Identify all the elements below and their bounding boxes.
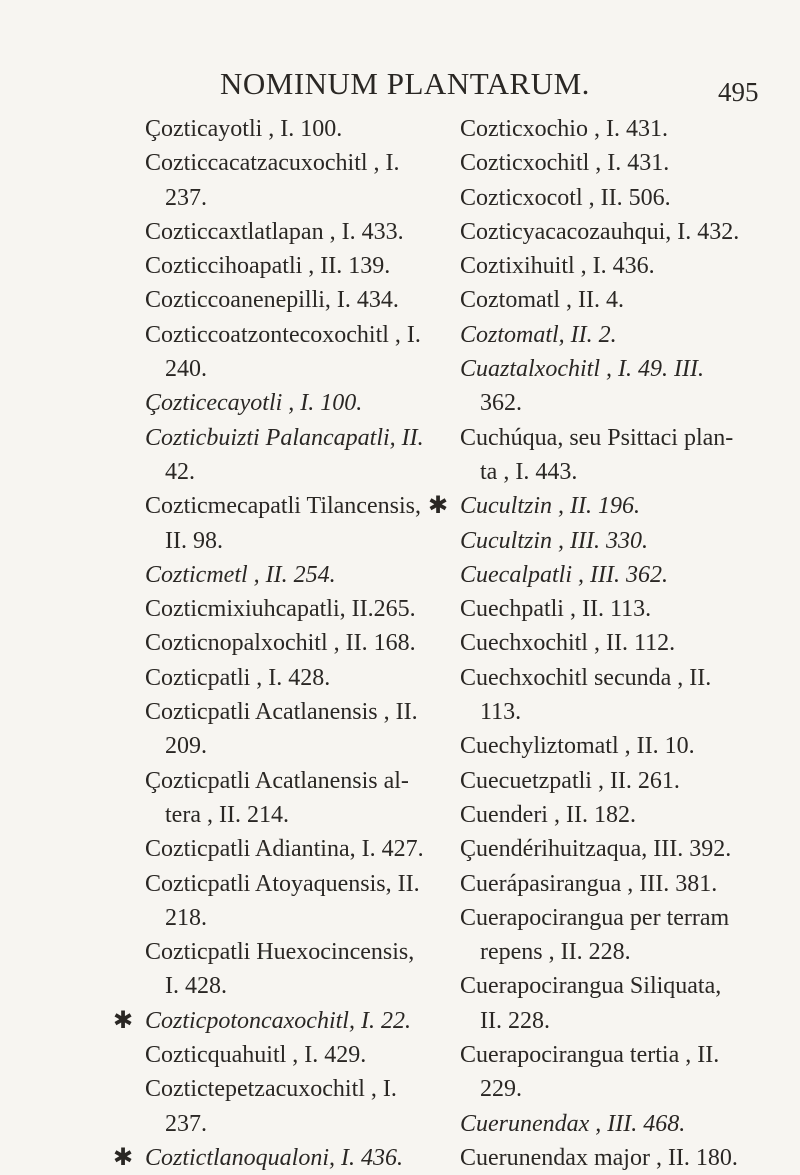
entry-text: I. 428. bbox=[165, 973, 227, 1000]
index-entry-continuation bbox=[460, 695, 800, 729]
index-entry bbox=[145, 592, 505, 626]
entry-text: Cozticcoatzontecoxochitl , I. bbox=[145, 321, 421, 348]
index-entry-continuation bbox=[145, 969, 505, 1003]
entry-text: repens , II. 228. bbox=[480, 939, 631, 966]
index-entry bbox=[113, 1141, 505, 1175]
index-entry bbox=[460, 318, 800, 352]
entry-text: Cozticcihoapatli , II. 139. bbox=[145, 253, 391, 280]
entry-text: Cozticpatli , I. 428. bbox=[145, 664, 331, 691]
page-header bbox=[0, 66, 800, 106]
index-entry-continuation bbox=[460, 386, 800, 420]
entry-text: Cozticmixiuhcapatli, II.265. bbox=[145, 596, 416, 623]
entry-text: Cozticpatli Huexocincensis, bbox=[145, 939, 415, 966]
index-entry bbox=[460, 181, 800, 215]
entry-text: Cuerapocirangua Siliquata, bbox=[460, 973, 722, 1000]
entry-text: Cozticxocotl , II. 506. bbox=[460, 184, 671, 211]
entry-text: II. 228. bbox=[480, 1007, 550, 1034]
entry-text: 240. bbox=[165, 356, 207, 383]
index-entry bbox=[460, 146, 800, 180]
index-entry-continuation bbox=[460, 935, 800, 969]
entry-text: 209. bbox=[165, 733, 207, 760]
index-entry bbox=[145, 661, 505, 695]
running-title: NOMINUM PLANTARUM. bbox=[220, 66, 590, 101]
index-entry-continuation bbox=[460, 1072, 800, 1106]
index-entry bbox=[145, 318, 505, 352]
entry-text: Çozticayotli , I. 100. bbox=[145, 116, 343, 142]
entry-text: 113. bbox=[480, 699, 522, 726]
entry-text: Cuechxochitl , II. 112. bbox=[460, 630, 676, 657]
index-entry bbox=[145, 489, 505, 523]
entry-text: Coztomatl , II. 4. bbox=[460, 287, 624, 314]
entry-text: Coztictepetzacuxochitl , I. bbox=[145, 1076, 397, 1103]
index-entry bbox=[145, 249, 505, 283]
entry-text: Cozticquahuitl , I. 429. bbox=[145, 1042, 367, 1069]
entry-text: Cuechpatli , II. 113. bbox=[460, 596, 652, 623]
entry-text: 218. bbox=[165, 904, 207, 931]
index-entry-continuation bbox=[460, 1004, 800, 1038]
entry-text: Cozticyacacozauhqui, I. 432. bbox=[460, 218, 740, 245]
entry-text: Cozticcaxtlatlapan , I. 433. bbox=[145, 218, 404, 245]
index-entry bbox=[460, 1107, 800, 1141]
index-entry bbox=[460, 901, 800, 935]
entry-text: Cuerunendax major , II. 180. bbox=[460, 1144, 738, 1171]
asterisk-icon: ✱ bbox=[113, 1007, 134, 1034]
index-entry bbox=[460, 867, 800, 901]
entry-text: Cozticcoanenepilli, I. 434. bbox=[145, 287, 399, 314]
index-entry bbox=[145, 1038, 505, 1072]
index-entry-continuation bbox=[145, 524, 505, 558]
index-entry-continuation bbox=[145, 798, 505, 832]
entry-text: 237. bbox=[165, 184, 207, 211]
index-entry bbox=[460, 592, 800, 626]
entry-text: Çuendérihuitzaqua, III. 392. bbox=[460, 836, 732, 863]
index-entry bbox=[460, 283, 800, 317]
index-entry bbox=[460, 524, 800, 558]
entry-text: Cuenderi , II. 182. bbox=[460, 801, 636, 828]
index-entry bbox=[113, 1004, 505, 1038]
entry-text: 362. bbox=[480, 390, 522, 417]
index-entry bbox=[460, 729, 800, 763]
asterisk-icon: ✱ bbox=[428, 493, 449, 520]
index-entry bbox=[460, 558, 800, 592]
index-entry bbox=[145, 764, 505, 798]
index-entry bbox=[145, 626, 505, 660]
entry-text: Coztomatl, II. 2. bbox=[460, 321, 617, 348]
entry-text: 42. bbox=[165, 458, 195, 485]
index-entry bbox=[460, 626, 800, 660]
entry-text: Cuecuetzpatli , II. 261. bbox=[460, 767, 680, 794]
entry-text: Cucultzin , III. 330. bbox=[460, 527, 648, 554]
entry-text: Cozticpotoncaxochitl, I. 22. bbox=[145, 1007, 411, 1034]
index-entry bbox=[145, 558, 505, 592]
index-entry bbox=[460, 215, 800, 249]
entry-text: Cuechyliztomatl , II. 10. bbox=[460, 733, 695, 760]
entry-text: Cuchúqua, seu Psittaci plan- bbox=[460, 424, 734, 451]
index-entry bbox=[145, 935, 505, 969]
left-column bbox=[113, 112, 505, 1175]
index-entry bbox=[145, 695, 505, 729]
index-entry bbox=[460, 798, 800, 832]
index-entry bbox=[460, 249, 800, 283]
entry-text: 229. bbox=[480, 1076, 522, 1103]
entry-text: Cozticxochio , I. 431. bbox=[460, 116, 668, 142]
entry-text: Cozticpatli Acatlanensis , II. bbox=[145, 699, 418, 726]
entry-text: 237. bbox=[165, 1110, 207, 1137]
entry-text: ta , I. 443. bbox=[480, 458, 578, 485]
entry-text: Cozticxochitl , I. 431. bbox=[460, 150, 670, 177]
index-entry bbox=[460, 352, 800, 386]
entry-text: Cuerapocirangua tertia , II. bbox=[460, 1042, 720, 1069]
index-entry bbox=[145, 283, 505, 317]
index-entry-continuation bbox=[145, 729, 505, 763]
index-entry-continuation bbox=[145, 1107, 505, 1141]
index-entry bbox=[145, 215, 505, 249]
entry-text: Cozticcacatzacuxochitl , I. bbox=[145, 150, 400, 177]
entry-text: II. 98. bbox=[165, 527, 223, 554]
right-column bbox=[428, 112, 800, 1175]
entry-text: Cuechxochitl secunda , II. bbox=[460, 664, 712, 691]
index-entry bbox=[460, 421, 800, 455]
entry-text: Çozticpatli Acatlanensis al- bbox=[145, 767, 409, 794]
index-entry bbox=[145, 832, 505, 866]
index-entry bbox=[460, 1141, 800, 1175]
entry-text: Cuecalpatli , III. 362. bbox=[460, 561, 668, 588]
index-entry bbox=[460, 764, 800, 798]
entry-text: Coztictlanoqualoni, I. 436. bbox=[145, 1144, 403, 1171]
index-entry bbox=[428, 489, 800, 523]
index-entry bbox=[145, 146, 505, 180]
index-entry bbox=[460, 969, 800, 1003]
entry-text: Çozticecayotli , I. 100. bbox=[145, 390, 363, 417]
index-entry bbox=[145, 867, 505, 901]
index-entry-continuation bbox=[145, 352, 505, 386]
index-entry bbox=[145, 421, 505, 455]
index-entry bbox=[460, 661, 800, 695]
index-entry-continuation bbox=[145, 901, 505, 935]
entry-text: Cuerápasirangua , III. 381. bbox=[460, 870, 718, 897]
index-entry bbox=[145, 386, 505, 420]
index-entry-continuation bbox=[145, 181, 505, 215]
entry-text: Cuaztalxochitl , I. 49. III. bbox=[460, 356, 704, 383]
entry-text: tera , II. 214. bbox=[165, 801, 289, 828]
entry-text: Cozticnopalxochitl , II. 168. bbox=[145, 630, 416, 657]
index-entry bbox=[145, 1072, 505, 1106]
entry-text: Coztixihuitl , I. 436. bbox=[460, 253, 655, 280]
entry-text: Cuerunendax , III. 468. bbox=[460, 1110, 686, 1137]
asterisk-icon: ✱ bbox=[113, 1144, 134, 1171]
page-number: 495 bbox=[718, 77, 759, 107]
entry-text: Cozticmetl , II. 254. bbox=[145, 561, 336, 588]
index-entry bbox=[460, 112, 800, 146]
entry-text: Cozticbuizti Palancapatli, II. bbox=[145, 424, 424, 451]
entry-text: Cozticpatli Adiantina, I. 427. bbox=[145, 836, 424, 863]
entry-text: Cozticpatli Atoyaquensis, II. bbox=[145, 870, 420, 897]
index-entry-continuation bbox=[460, 455, 800, 489]
index-entry bbox=[460, 832, 800, 866]
index-entry-continuation bbox=[145, 455, 505, 489]
entry-text: Cozticmecapatli Tilancensis, bbox=[145, 493, 421, 520]
index-entry bbox=[145, 112, 505, 146]
entry-text: Cucultzin , II. 196. bbox=[460, 493, 640, 520]
index-entry bbox=[460, 1038, 800, 1072]
entry-text: Cuerapocirangua per terram bbox=[460, 904, 730, 931]
